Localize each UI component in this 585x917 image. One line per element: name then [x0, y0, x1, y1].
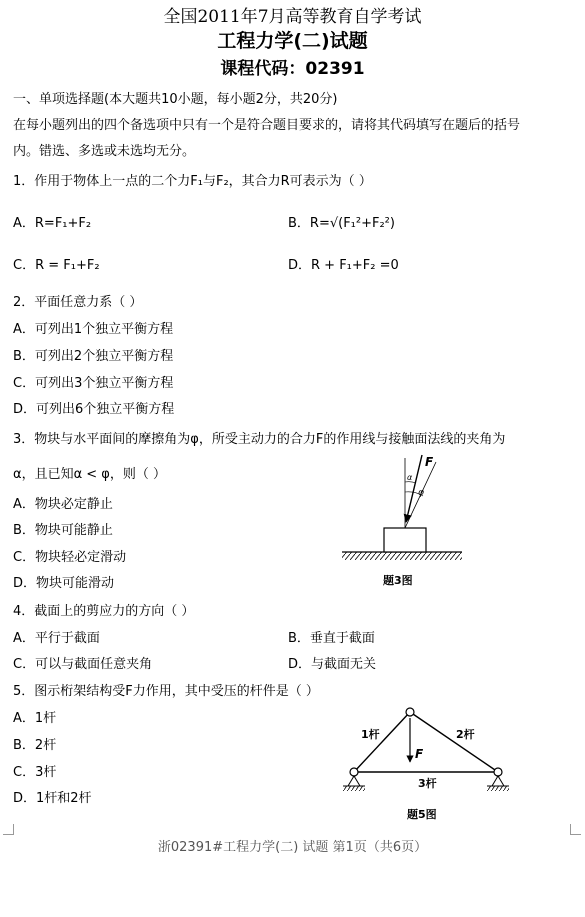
figure-5-caption: 题5图: [407, 808, 437, 821]
question-4-option-d: D．与截面无关: [288, 657, 377, 672]
figure-3-caption: 题3图: [383, 574, 413, 587]
question-3-option-d: D．物块可能滑动: [13, 576, 115, 591]
figure-3-alpha-label: α: [407, 473, 413, 482]
instruction-line-2: 内。错选、多选或未选均无分。: [13, 144, 196, 159]
crop-mark-left: [3, 824, 14, 835]
figure-3-phi-label: φ: [418, 488, 424, 498]
question-3-option-a: A．物块必定静止: [13, 497, 113, 512]
question-3-stem-line-1: 3．物块与水平面间的摩擦角为φ，所受主动力的合力F的作用线与接触面法线的夹角为: [13, 432, 506, 447]
question-1-option-a: A．R=F₁+F₂: [13, 216, 92, 231]
question-2-option-a: A．可列出1个独立平衡方程: [13, 322, 174, 337]
figure-5-truss: [336, 700, 516, 800]
question-2-option-b: B．可列出2个独立平衡方程: [13, 349, 174, 364]
section-title: 一、单项选择题(本大题共10小题，每小题2分，共20分): [13, 92, 338, 107]
figure-5-bar-1-label: 1杆: [361, 728, 380, 741]
question-3-stem-line-2: α，且已知α < φ，则（ ）: [13, 467, 167, 482]
figure-3-friction-block: [340, 452, 470, 587]
question-5-option-d: D．1杆和2杆: [13, 791, 92, 806]
question-5-option-c: C．3杆: [13, 765, 57, 780]
question-4-option-a: A．平行于截面: [13, 631, 100, 646]
exam-title: 全国2011年7月高等教育自学考试: [163, 7, 422, 27]
question-2-stem: 2．平面任意力系（ ）: [13, 295, 143, 310]
page-footer: 浙02391#工程力学(二) 试题 第1页（共6页）: [157, 840, 428, 855]
figure-5-bar-3-label: 3杆: [418, 777, 437, 790]
figure-3-force-label: F: [425, 455, 434, 469]
question-4-option-c: C．可以与截面任意夹角: [13, 657, 153, 672]
question-1-option-c: C．R = F₁+F₂: [13, 258, 100, 273]
question-1-option-b: B．R=√(F₁²+F₂²): [288, 216, 395, 231]
question-1-stem: 1．作用于物体上一点的二个力F₁与F₂，其合力R可表示为（ ）: [13, 174, 372, 189]
question-3-option-b: B．物块可能静止: [13, 523, 113, 538]
crop-mark-right: [570, 824, 581, 835]
question-3-option-c: C．物块轻必定滑动: [13, 550, 127, 565]
figure-5-bar-2-label: 2杆: [456, 728, 475, 741]
question-4-option-b: B．垂直于截面: [288, 631, 375, 646]
question-5-option-b: B．2杆: [13, 738, 57, 753]
question-1-option-d: D．R + F₁+F₂ =0: [288, 258, 399, 273]
question-5-stem: 5．图示桁架结构受F力作用，其中受压的杆件是（ ）: [13, 684, 319, 699]
figure-5-force-label: F: [415, 747, 424, 761]
instruction-line-1: 在每小题列出的四个备选项中只有一个是符合题目要求的，请将其代码填写在题后的括号: [13, 118, 521, 133]
question-2-option-d: D．可列出6个独立平衡方程: [13, 402, 175, 417]
question-4-stem: 4．截面上的剪应力的方向（ ）: [13, 604, 195, 619]
question-5-option-a: A．1杆: [13, 711, 57, 726]
subject-title: 工程力学(二)试题: [217, 30, 368, 52]
course-code: 课程代码：02391: [220, 59, 365, 79]
question-2-option-c: C．可列出3个独立平衡方程: [13, 376, 174, 391]
